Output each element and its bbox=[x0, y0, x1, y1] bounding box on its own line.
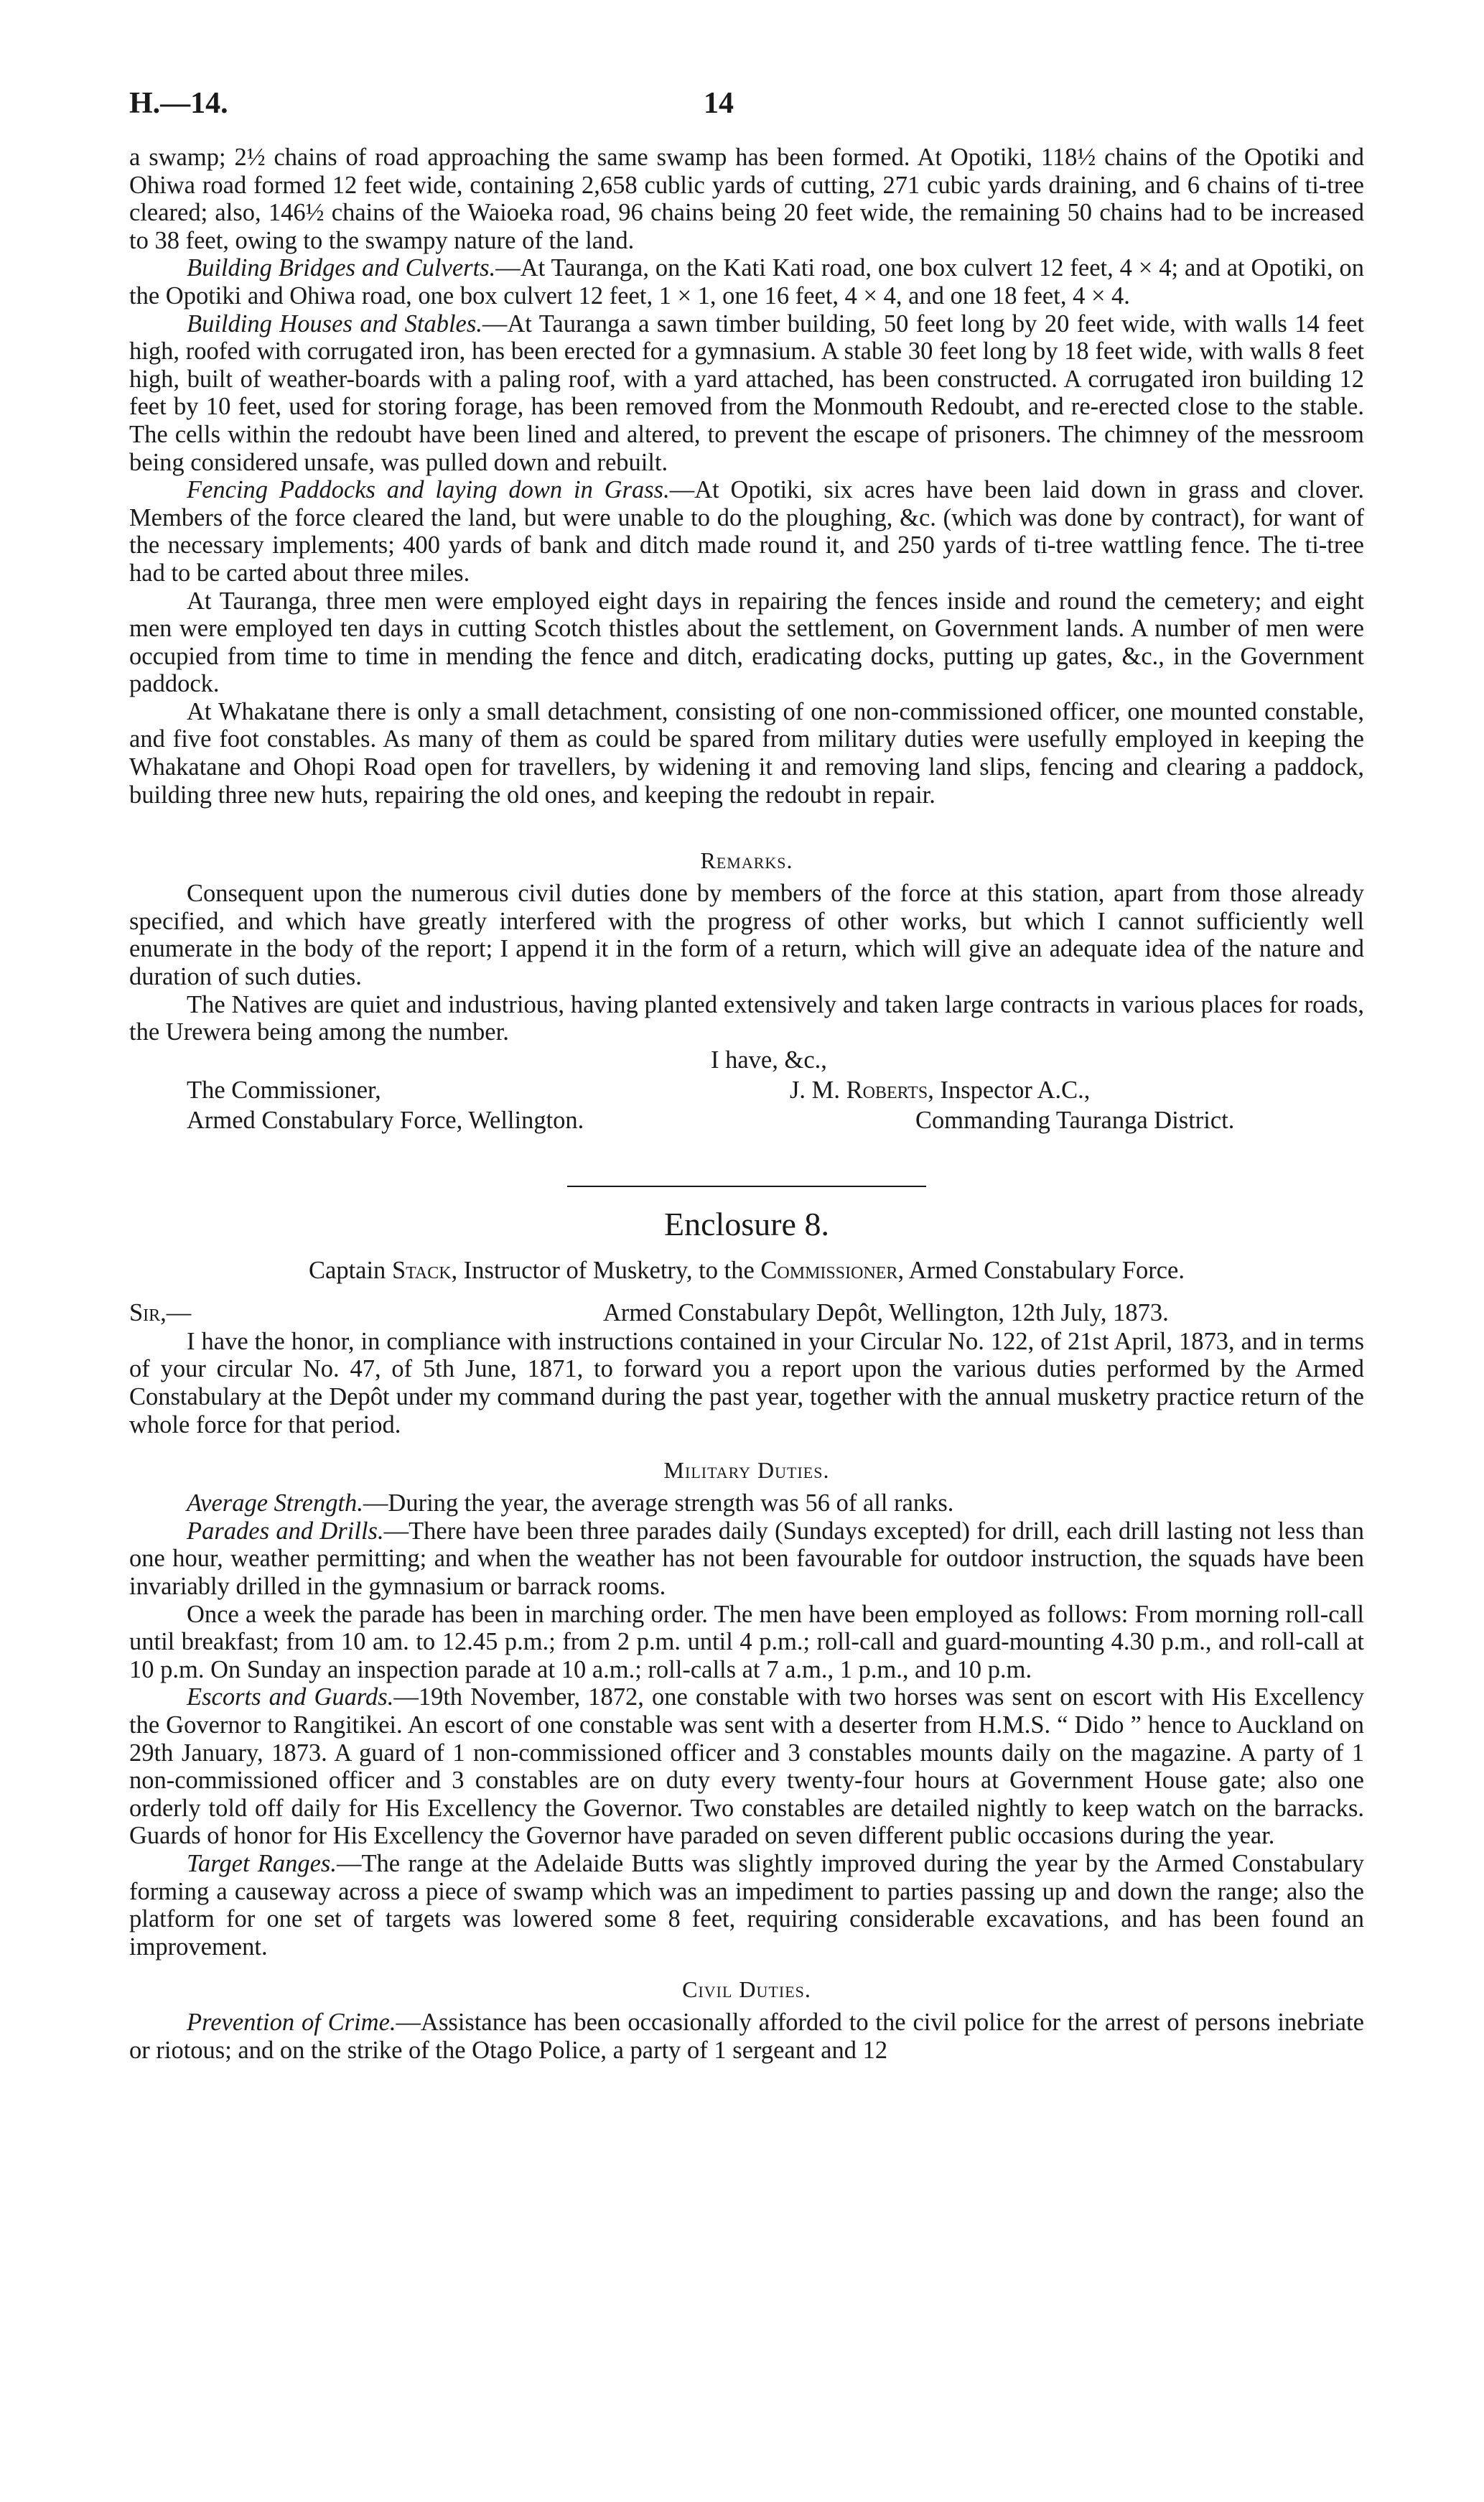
enclosure-subtitle bbox=[129, 1256, 1364, 1285]
parades-text: —There have been three parades daily (Sundays excepted) for drill, each drill lasting not less than one hour, weather permitting; and when the weather has not been favourable for outdoor instruction, the squads have been invariably drilled in the gymnasium or barrack rooms. bbox=[129, 1517, 1364, 1600]
military-duties-heading: Military Duties. bbox=[663, 1457, 830, 1484]
addressee-line-1: The Commissioner, bbox=[187, 1076, 381, 1104]
houses-title: Building Houses and Stables. bbox=[187, 310, 482, 338]
escorts-title: Escorts and Guards. bbox=[187, 1683, 394, 1711]
enclosure-title: Enclosure 8. bbox=[664, 1205, 829, 1242]
target-text: —The range at the Adelaide Butts was slightly improved during the year by the Armed Constabulary forming a causeway across a piece of swamp which was an impediment to parties passing up and down the range; also the platform for one set of targets was lowered some 8 feet, requiring considerable excavations, and has been found an improvement. bbox=[129, 1849, 1364, 1961]
signatory-initials: J. M. bbox=[790, 1076, 846, 1104]
document-page bbox=[129, 86, 1364, 2064]
paragraph-fencing bbox=[129, 476, 1364, 587]
paragraph-enclosure-intro: I have the honor, in compliance with instructions contained in your Circular No. 122, of 21st April, 1873, and in terms of your circular No. 47, of 5th June, 1871, to forward you a report upon the various duties performed by the Armed Constabulary at the Depôt under my command during the past year, together with the annual musketry practice return of the whole force for that period. bbox=[129, 1327, 1364, 1438]
paragraph-prevention-of-crime bbox=[129, 2009, 1364, 2064]
paragraph-target-ranges bbox=[129, 1850, 1364, 1961]
paragraph-average-strength bbox=[129, 1489, 1364, 1517]
escorts-text: —19th November, 1872, one constable with two horses was sent on escort with His Excellency the Governor to Rangitikei. An escort of one constable was sent with a deserter from H.M.S. “ Dido ” hence to Auckland on 29th January, 1873. A guard of 1 non-commissioned officer and 3 constables mounts daily on the magazine. A party of 1 non-commissioned officer and 3 constables are on duty every twenty-four hours at Government House gate; also one orderly told off daily for His Excellency the Governor. Two constables are detailed nightly to keep watch on the barracks. Guards of honor for His Excellency the Governor have paraded on seven different public occasions during the year. bbox=[129, 1683, 1365, 1850]
subtitle-part-2: , Instructor of Musketry, to the bbox=[451, 1256, 761, 1284]
section-divider bbox=[567, 1186, 926, 1187]
subtitle-part-1: Captain bbox=[309, 1256, 392, 1284]
paragraph-tauranga: At Tauranga, three men were employed eight days in repairing the fences inside and round the cemetery; and eight men were employed ten days in cutting Scotch thistles about the settlement, on Government lands. A number of men were occupied from time to time in mending the fence and ditch, eradicating docks, putting up gates, &c., in the Government paddock. bbox=[129, 587, 1364, 698]
paragraph-remarks-civil-duties: Consequent upon the numerous civil duties done by members of the force at this station, apart from those already specified, and which have greatly interfered with the progress of other works, but which I cannot sufficiently well enumerate in the body of the report; I append it in the form of a return, which will give an adequate idea of the nature and duration of such duties. bbox=[129, 880, 1364, 991]
salutation: Sir,— bbox=[129, 1298, 192, 1326]
signatory-line-1 bbox=[790, 1076, 1090, 1104]
addressee-line-2: Armed Constabulary Force, Wellington. bbox=[187, 1106, 584, 1134]
signatory-title: , Inspector A.C., bbox=[928, 1076, 1091, 1104]
document-reference: H.—14. bbox=[129, 87, 228, 120]
subtitle-name: Stack bbox=[391, 1256, 452, 1284]
paragraph-parades bbox=[129, 1517, 1364, 1601]
paragraph-whakatane: At Whakatane there is only a small detachment, consisting of one non-commissioned officer, one mounted constable, and five foot constables. As many of them as could be spared from military duties were usefully employed in keeping the Whakatane and Ohopi Road open for travellers, by widening it and removing land slips, fencing and clearing a paddock, building three new huts, repairing the old ones, and keeping the redoubt in repair. bbox=[129, 697, 1364, 809]
subtitle-part-3: , Armed Constabulary Force. bbox=[897, 1256, 1185, 1284]
bridges-title: Building Bridges and Culverts. bbox=[187, 254, 496, 282]
strength-text: —During the year, the average strength was 56 of all ranks. bbox=[363, 1489, 954, 1517]
fencing-title: Fencing Paddocks and laying down in Grass. bbox=[187, 476, 670, 504]
signoff-block bbox=[129, 1046, 1364, 1147]
signatory-name: Roberts bbox=[846, 1076, 928, 1104]
bridges-text: —At Tauranga, on the Kati Kati road, one box culvert 12 feet, 4 × 4; and at Opotiki, on the Opotiki and Ohiwa road, one box culvert 12 feet, 1 × 1, one 16 feet, 4 × 4, and one 18 feet, 4 × 4. bbox=[129, 254, 1364, 310]
fencing-text: —At Opotiki, six acres have been laid down in grass and clover. Members of the force cleared the land, but were unable to do the ploughing, &c. (which was done by contract), for want of the necessary implements; 400 yards of bank and ditch made round it, and 250 yards of ti-tree wattling fence. The ti-tree had to be carted about three miles. bbox=[129, 476, 1364, 587]
crime-text: —Assistance has been occasionally afforded to the civil police for the arrest of persons inebriate or riotous; and on the strike of the Otago Police, a party of 1 sergeant and 12 bbox=[129, 2009, 1364, 2064]
signatory-line-2: Commanding Tauranga District. bbox=[915, 1106, 1235, 1134]
strength-title: Average Strength. bbox=[187, 1489, 363, 1517]
paragraph-bridges bbox=[129, 254, 1364, 310]
crime-title: Prevention of Crime. bbox=[187, 2009, 396, 2037]
signoff-i-have: I have, &c., bbox=[711, 1046, 827, 1074]
civil-duties-heading: Civil Duties. bbox=[682, 1976, 811, 2003]
paragraph-escorts bbox=[129, 1683, 1364, 1850]
paragraph-houses bbox=[129, 310, 1364, 477]
parades-title: Parades and Drills. bbox=[187, 1517, 384, 1545]
subtitle-commissioner: Commissioner bbox=[760, 1256, 898, 1284]
target-title: Target Ranges. bbox=[187, 1849, 337, 1877]
page-header bbox=[129, 86, 1364, 144]
dateline: Armed Constabulary Depôt, Wellington, 12th July, 1873. bbox=[603, 1298, 1169, 1326]
paragraph-remarks-natives: The Natives are quiet and industrious, having planted extensively and taken large contracts in various places for roads, the Urewera being among the number. bbox=[129, 990, 1364, 1046]
remarks-heading: Remarks. bbox=[700, 847, 793, 874]
page-number: 14 bbox=[704, 87, 734, 120]
houses-text: —At Tauranga a sawn timber building, 50 feet long by 20 feet wide, with walls 14 feet high, roofed with corrugated iron, has been erected for a gymnasium. A stable 30 feet long by 18 feet wide, with walls 8 feet high, built of weather-boards with a paling roof, with a yard attached, has been constructed. A corrugated iron building 12 feet by 10 feet, used for storing forage, has been removed from the Monmouth Redoubt, and re-erected close to the stable. The cells within the redoubt have been lined and altered, to prevent the escape of prisoners. The chimney of the messroom being considered unsafe, was pulled down and rebuilt. bbox=[129, 310, 1364, 476]
paragraph-swamp-roads: a swamp; 2½ chains of road approaching the same swamp has been formed. At Opotiki, 118½ chains of the Opotiki and Ohiwa road formed 12 feet wide, containing 2,658 cublic yards of cutting, 271 cubic yards draining, and 6 chains of ti-tree cleared; also, 146½ chains of the Waioeka road, 96 chains being 20 feet wide, the remaining 50 chains had to be increased to 38 feet, owing to the swampy nature of the land. bbox=[129, 144, 1364, 254]
paragraph-weekly-parade: Once a week the parade has been in marching order. The men have been employed as follows: From morning roll-call until breakfast; from 10 am. to 12.45 p.m.; from 2 p.m. until 4 p.m.; roll-call and guard-mounting 4.30 p.m., and roll-call at 10 p.m. On Sunday an inspection parade at 10 a.m.; roll-calls at 7 a.m., 1 p.m., and 10 p.m. bbox=[129, 1600, 1364, 1683]
salutation-line bbox=[129, 1299, 1364, 1328]
